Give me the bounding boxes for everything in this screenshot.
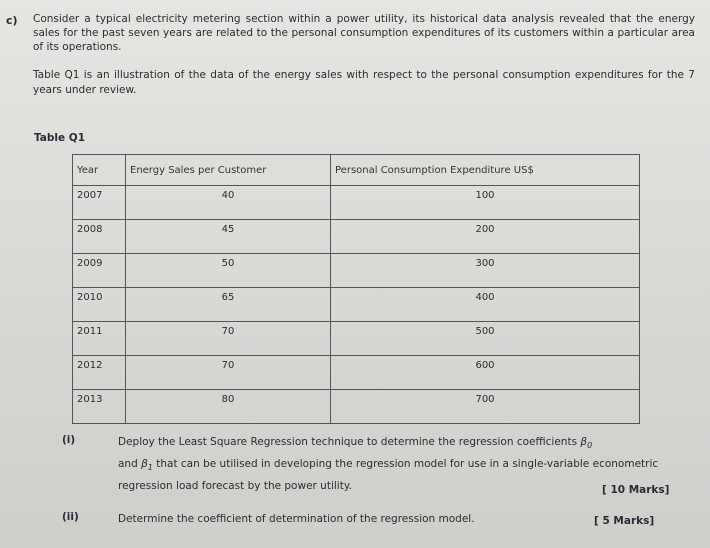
cell-expenditure: 700 — [331, 390, 640, 424]
cell-expenditure: 600 — [331, 356, 640, 390]
table-row — [73, 220, 640, 254]
part-ii-text: Determine the coefficient of determination of the regression model. — [118, 513, 475, 525]
cell-year: 2009 — [73, 254, 126, 288]
cell-energy-sales: 45 — [126, 220, 331, 254]
table-row — [73, 254, 640, 288]
cell-year: 2012 — [73, 356, 126, 390]
question-label: c) — [6, 14, 18, 27]
cell-year: 2008 — [73, 220, 126, 254]
data-table — [72, 154, 640, 424]
table-row — [73, 322, 640, 356]
table-caption: Table Q1 — [34, 132, 86, 144]
beta0-letter: β — [580, 436, 588, 448]
cell-energy-sales: 70 — [126, 356, 331, 390]
table-header-row — [73, 155, 640, 186]
cell-energy-sales: 70 — [126, 322, 331, 356]
part-ii-number: (ii) — [62, 511, 79, 523]
cell-energy-sales: 50 — [126, 254, 331, 288]
part-i-text-c: that can be utilised in developing the regression model for use in a single-variable econometric regression load forecast by the power utility. — [118, 458, 659, 493]
table-row — [73, 390, 640, 424]
cell-year: 2007 — [73, 186, 126, 220]
part-i-text-a: Deploy the Least Square Regression technique to determine the regression coefficients — [118, 436, 581, 448]
table-description: Table Q1 is an illustration of the data of the energy sales with respect to the personal consumption expenditures for the 7 years under review. — [33, 69, 695, 96]
table-row — [73, 288, 640, 322]
cell-expenditure: 300 — [331, 254, 640, 288]
beta1-letter: β — [141, 458, 148, 471]
cell-year: 2013 — [73, 390, 126, 424]
header-expenditure: Personal Consumption Expenditure US$ — [331, 155, 640, 186]
cell-expenditure: 400 — [331, 288, 640, 322]
cell-expenditure: 200 — [331, 220, 640, 254]
part-ii-marks: [ 5 Marks] — [594, 515, 655, 527]
cell-energy-sales: 40 — [126, 186, 331, 220]
question-intro: Consider a typical electricity metering section within a power utility, its historical data analysis revealed that the energy sales for the past seven years are related to the personal consumption expenditures of its customers within a particular area of its operations. — [33, 13, 695, 53]
beta1-subscript: 1 — [147, 463, 153, 473]
cell-year: 2010 — [73, 288, 126, 322]
header-year: Year — [73, 155, 126, 186]
cell-year: 2011 — [73, 322, 126, 356]
header-energy-sales: Energy Sales per Customer — [126, 155, 331, 186]
part-i-number: (i) — [62, 434, 76, 446]
cell-energy-sales: 65 — [126, 288, 331, 322]
cell-expenditure: 100 — [331, 186, 640, 220]
beta1-symbol — [141, 458, 153, 473]
beta0-subscript: 0 — [587, 441, 593, 451]
table-row — [73, 186, 640, 220]
cell-expenditure: 500 — [331, 322, 640, 356]
part-i-text-b: and — [118, 458, 142, 471]
part-i-marks: [ 10 Marks] — [602, 484, 670, 496]
cell-energy-sales: 80 — [126, 390, 331, 424]
beta0-symbol — [580, 436, 593, 451]
table-row — [73, 356, 640, 390]
